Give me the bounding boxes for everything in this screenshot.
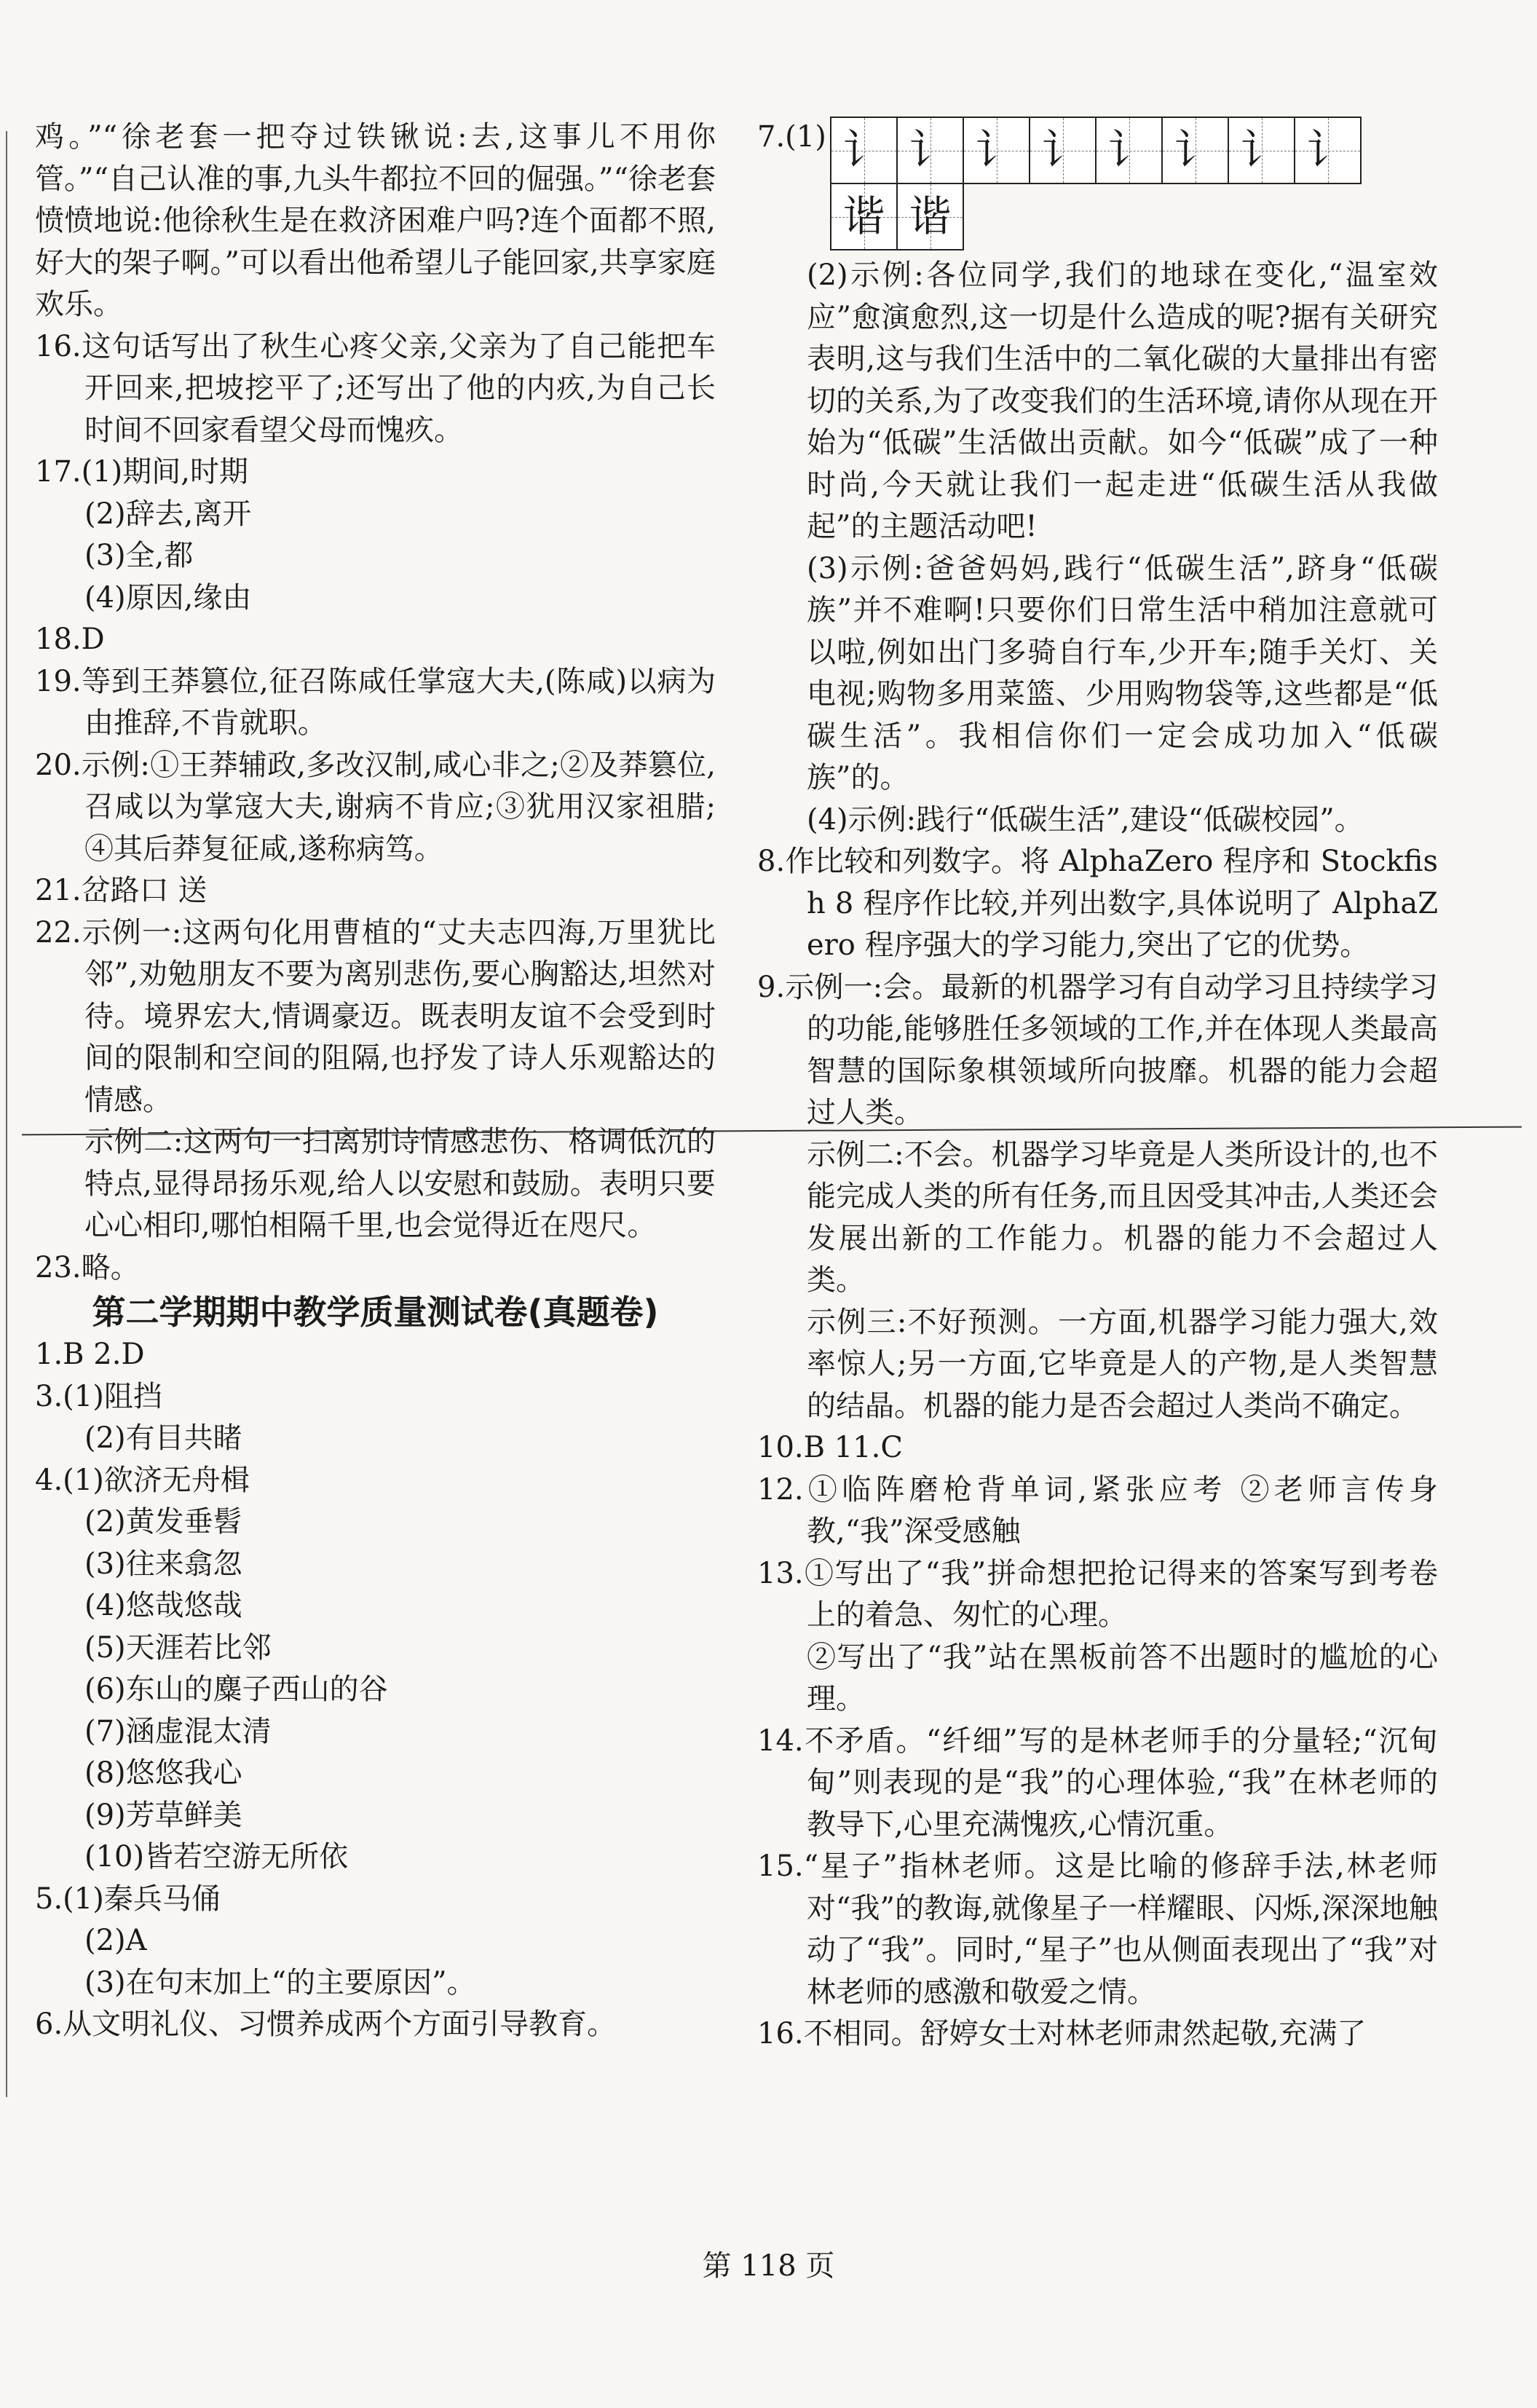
answer-line: 4.(1)欲济无舟楫 [35, 1463, 250, 1497]
grid-cell [830, 183, 898, 250]
answer-line: (2)辞去,离开 [84, 497, 252, 531]
answer-line: (3)示例:爸爸妈妈,践行“低碳生活”,跻身“低碳族”并不难啊!只要你们日常生活中稍加注意就可以啦,例如出门多骑自行车,少开车;随手关灯、关电视;购物多用菜篮、少用购物袋等,这些都是“低碳生活”。我相信你们一定会成功加入“低碳族”的。 [807, 551, 1438, 794]
answer-line: (7)涵虚混太清 [84, 1714, 272, 1748]
answer-line: 5.(1)秦兵马俑 [35, 1882, 221, 1916]
answer-line: 20.示例:①王莽辅政,多改汉制,咸心非之;②及莽篡位,召咸以为掌寇大夫,谢病不肯应;③犹用汉家祖腊;④其后莽复征咸,遂称病笃。 [35, 748, 716, 866]
answer-line: 8.作比较和列数字。将 AlphaZero 程序和 Stockfish 8 程序作比较,并列出数字,具体说明了 AlphaZero 程序强大的学习能力,突出了它的优势。 [757, 845, 1438, 962]
writing-grid [830, 117, 1383, 249]
answer-line: (3)在句末加上“的主要原因”。 [84, 1965, 476, 2000]
grid-character: 讠 [842, 125, 885, 175]
answer-line: (2)有目共睹 [84, 1421, 242, 1455]
grid-cell [896, 183, 964, 250]
answer-line: 1.B 2.D [35, 1338, 145, 1371]
answer-line: 10.B 11.C [757, 1431, 903, 1464]
answer-line: 21.岔路口 送 [35, 874, 208, 907]
answer-line: 19.等到王莽篡位,征召陈咸任掌寇大夫,(陈咸)以病为由推辞,不肯就职。 [35, 664, 716, 740]
grid-character: 讠 [975, 125, 1018, 175]
grid-cell [1095, 117, 1163, 184]
answer-line: (4)原因,缘由 [84, 580, 252, 615]
answer-line: (2)示例:各位同学,我们的地球在变化,“温室效应”愈演愈烈,这一切是什么造成的呢?据有关研究表明,这与我们生活中的二氧化碳的大量排出有密切的关系,为了改变我们的生活环境,请你从现在开始为“低碳”生活做出贡献。如今“低碳”成了一种时尚,今天就让我们一起走进“低碳生活从我做起”的主题活动吧! [807, 258, 1438, 543]
answer-line: (3)全,都 [84, 539, 194, 572]
answer-line: (5)天涯若比邻 [84, 1630, 272, 1665]
answer-line: 16.不相同。舒婷女士对林老师肃然起敬,充满了 [757, 2017, 1367, 2050]
right-column [757, 117, 1438, 2056]
answer-line: 15.“星子”指林老师。这是比喻的修辞手法,林老师对“我”的教诲,就像星子一样耀眼、闪烁,深深地触动了“我”。同时,“星子”也从侧面表现出了“我”对林老师的感激和敬爱之情。 [757, 1850, 1438, 2009]
grid-character: 讠 [1107, 125, 1150, 175]
answer-line: (2)黄发垂髫 [84, 1505, 242, 1539]
section-title: 第二学期期中教学质量测试卷(真题卷) [92, 1292, 659, 1332]
answer-line: 16.这句话写出了秋生心疼父亲,父亲为了自己能把车开回来,把坡挖平了;还写出了他的内疚,为自己长时间不回家看望父母而愧疚。 [35, 329, 716, 447]
answer-line: 12.①临阵磨枪背单词,紧张应考 ②老师言传身教,“我”深受感触 [757, 1472, 1438, 1548]
grid-character: 讠 [1306, 125, 1349, 175]
answer-line: (4)悠哉悠哉 [84, 1589, 242, 1622]
answer-line: 示例二:这两句一扫离别诗情感悲伤、格调低沉的特点,显得昂扬乐观,给人以安慰和鼓励。表明只要心心相印,哪怕相隔千里,也会觉得近在咫尺。 [84, 1125, 716, 1242]
grid-character: 谐 [842, 191, 885, 241]
answer-line: 9.示例一:会。最新的机器学习有自动学习且持续学习的功能,能够胜任多领域的工作,并在体现人类最高智慧的国际象棋领域所向披靡。机器的能力会超过人类。 [757, 970, 1438, 1129]
answer-line: 22.示例一:这两句化用曹植的“丈夫志四海,万里犹比邻”,劝勉朋友不要为离别悲伤,要心胸豁达,坦然对待。境界宏大,情调豪迈。既表明友谊不会受到时间的限制和空间的阻隔,也抒发了诗人乐观豁达的情感。 [35, 915, 716, 1117]
answer-line: (2)A [84, 1924, 147, 1957]
grid-cell [830, 117, 898, 184]
answer-line: (4)示例:践行“低碳生活”,建设“低碳校园”。 [807, 802, 1364, 837]
page-number: 第 118 页 [702, 2249, 835, 2283]
answer-line: (8)悠悠我心 [84, 1756, 242, 1790]
grid-character: 讠 [1240, 125, 1283, 175]
grid-character: 讠 [1174, 125, 1217, 175]
margin-line [6, 131, 7, 2097]
answer-line: (6)东山的麋子西山的谷 [84, 1673, 388, 1706]
question-7-part-1 [757, 117, 1438, 255]
answer-line: 鸡。”“徐老套一把夺过铁锹说:去,这事儿不用你管。”“自己认准的事,九头牛都拉不回的倔强。”“徐老套愤愤地说:他徐秋生是在救济困难户吗?连个面都不照,好大的架子啊。”可以看出他希望儿子能回家,共享家庭欢乐。 [35, 120, 716, 321]
grid-cell [896, 117, 964, 184]
grid-character: 讠 [909, 125, 952, 175]
answer-line: (9)芳草鲜美 [84, 1798, 242, 1832]
answer-line: 18.D [35, 623, 105, 656]
grid-cell [1294, 117, 1362, 184]
grid-cell [1228, 117, 1295, 184]
grid-cell [1029, 117, 1097, 184]
right-column-text [757, 255, 1438, 2056]
answer-line: (3)往来翕忽 [84, 1547, 242, 1581]
answer-line: (10)皆若空游无所依 [84, 1840, 349, 1874]
left-column [35, 117, 716, 2046]
answer-line: 17.(1)期间,时期 [35, 455, 248, 489]
answer-line: 示例二:不会。机器学习毕竟是人类所设计的,也不能完成人类的所有任务,而且因受其冲击,人类还会发展出新的工作能力。机器的能力不会超过人类。 [807, 1137, 1438, 1297]
answer-line: 示例三:不好预测。一方面,机器学习能力强大,效率惊人;另一方面,它毕竟是人的产物,是人类智慧的结晶。机器的能力是否会超过人类尚不确定。 [807, 1305, 1438, 1423]
grid-cell [1161, 117, 1229, 184]
answer-line: 6.从文明礼仪、习惯养成两个方面引导教育。 [35, 2008, 617, 2041]
answer-line: ②写出了“我”站在黑板前答不出题时的尴尬的心理。 [807, 1640, 1438, 1716]
answer-line: 14.不矛盾。“纤细”写的是林老师手的分量轻;“沉甸甸”则表现的是“我”的心理体验,“我”在林老师的教导下,心里充满愧疚,心情沉重。 [757, 1724, 1438, 1841]
q7-label: 7.(1) [757, 120, 826, 154]
answer-line: 13.①写出了“我”拼命想把抢记得来的答案写到考卷上的着急、匆忙的心理。 [757, 1556, 1438, 1632]
grid-character: 谐 [909, 191, 952, 241]
grid-cell [963, 117, 1030, 184]
grid-character: 讠 [1041, 125, 1084, 175]
answer-line: 23.略。 [35, 1250, 140, 1284]
answer-line: 3.(1)阻挡 [35, 1379, 162, 1413]
